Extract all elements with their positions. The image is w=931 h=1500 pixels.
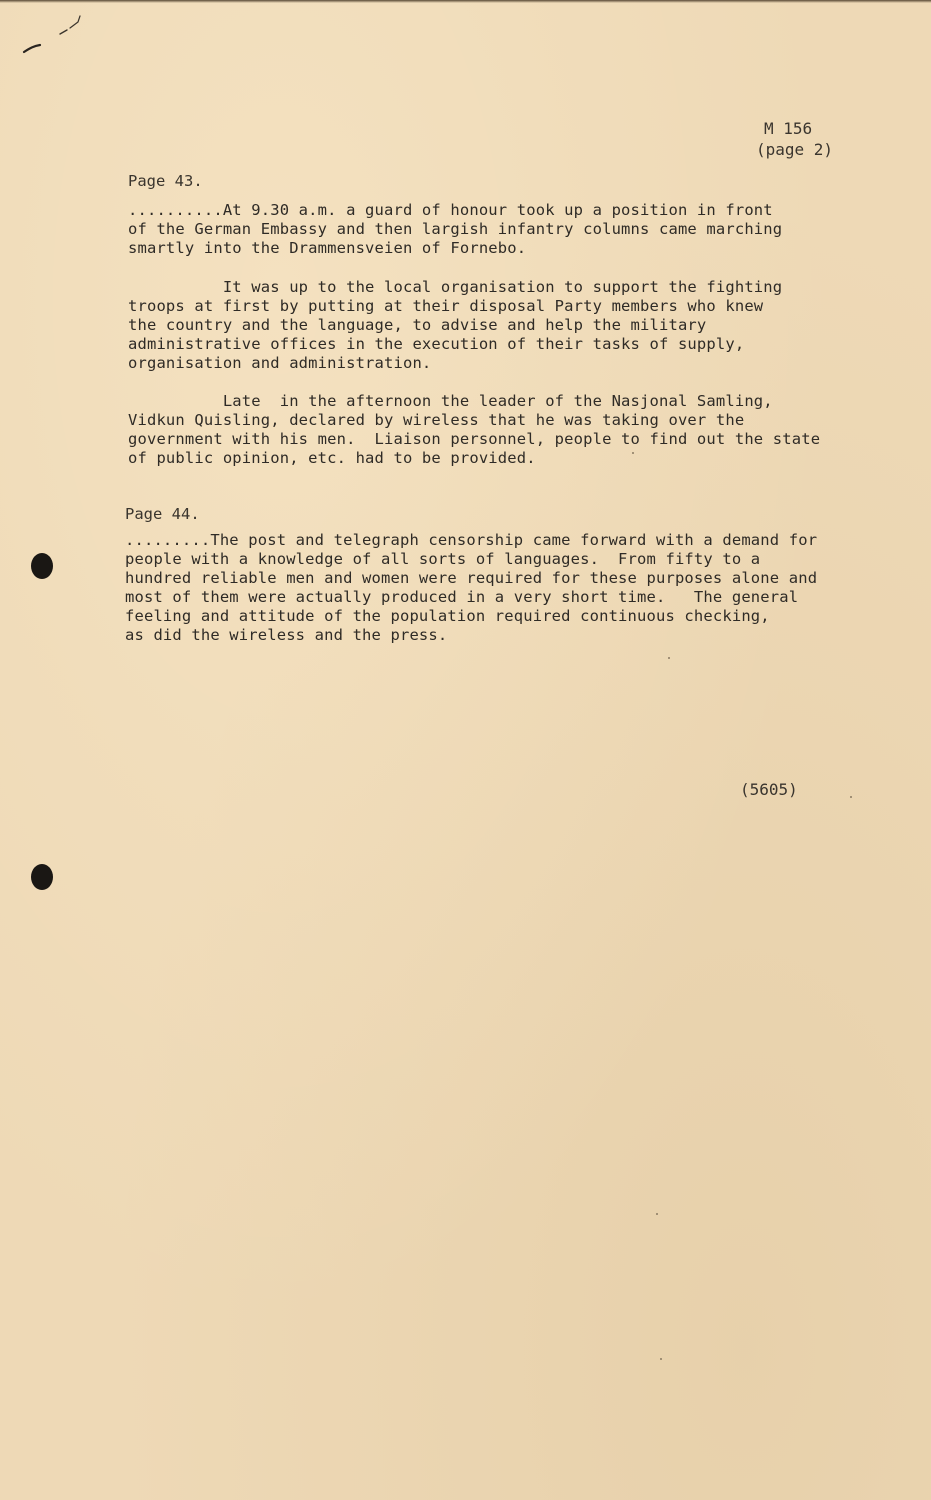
pen-mark <box>20 8 90 58</box>
text-line: government with his men. Liaison personnel, people to find out the state <box>128 430 821 448</box>
punch-hole-upper <box>31 553 53 579</box>
text-line: people with a knowledge of all sorts of languages. From fifty to a <box>125 550 761 568</box>
punch-hole-lower <box>31 864 53 890</box>
text-line: hundred reliable men and women were required for these purposes alone and <box>125 569 818 587</box>
paragraph-guard-of-honour <box>128 201 848 258</box>
paragraph-quisling <box>128 392 848 468</box>
text-line: the country and the language, to advise and help the military <box>128 316 707 334</box>
text-line: feeling and attitude of the population required continuous checking, <box>125 607 770 625</box>
text-line: of the German Embassy and then largish infantry columns came marching <box>128 220 783 238</box>
text-line: It was up to the local organisation to support the fighting <box>128 278 783 296</box>
text-line: as did the wireless and the press. <box>125 626 448 644</box>
text-line: ..........At 9.30 a.m. a guard of honour took up a position in front <box>128 201 773 219</box>
text-line: administrative offices in the execution of their tasks of supply, <box>128 335 745 353</box>
text-line: Late in the afternoon the leader of the Nasjonal Samling, <box>128 392 773 410</box>
section-label-page-43: Page 43. <box>128 172 203 190</box>
text-line: of public opinion, etc. had to be provided. <box>128 449 536 467</box>
paper-speck <box>632 452 634 454</box>
text-line: Vidkun Quisling, declared by wireless that he was taking over the <box>128 411 745 429</box>
paragraph-censorship <box>125 531 845 645</box>
text-line: most of them were actually produced in a very short time. The general <box>125 588 799 606</box>
reference-page: (page 2) <box>756 140 834 159</box>
paper-speck <box>850 796 852 798</box>
footer-number: (5605) <box>740 780 798 799</box>
text-line: smartly into the Drammensveien of Fornebo. <box>128 239 527 257</box>
section-label-page-44: Page 44. <box>125 505 200 523</box>
text-line: troops at first by putting at their disposal Party members who knew <box>128 297 764 315</box>
paragraph-local-organisation <box>128 278 848 373</box>
paper-speck <box>660 1358 662 1360</box>
page-top-edge <box>0 0 931 3</box>
reference-code: M 156 <box>764 119 813 138</box>
text-line: organisation and administration. <box>128 354 432 372</box>
text-line: .........The post and telegraph censorship came forward with a demand for <box>125 531 818 549</box>
paper-speck <box>656 1213 658 1215</box>
paper-speck <box>668 657 670 659</box>
